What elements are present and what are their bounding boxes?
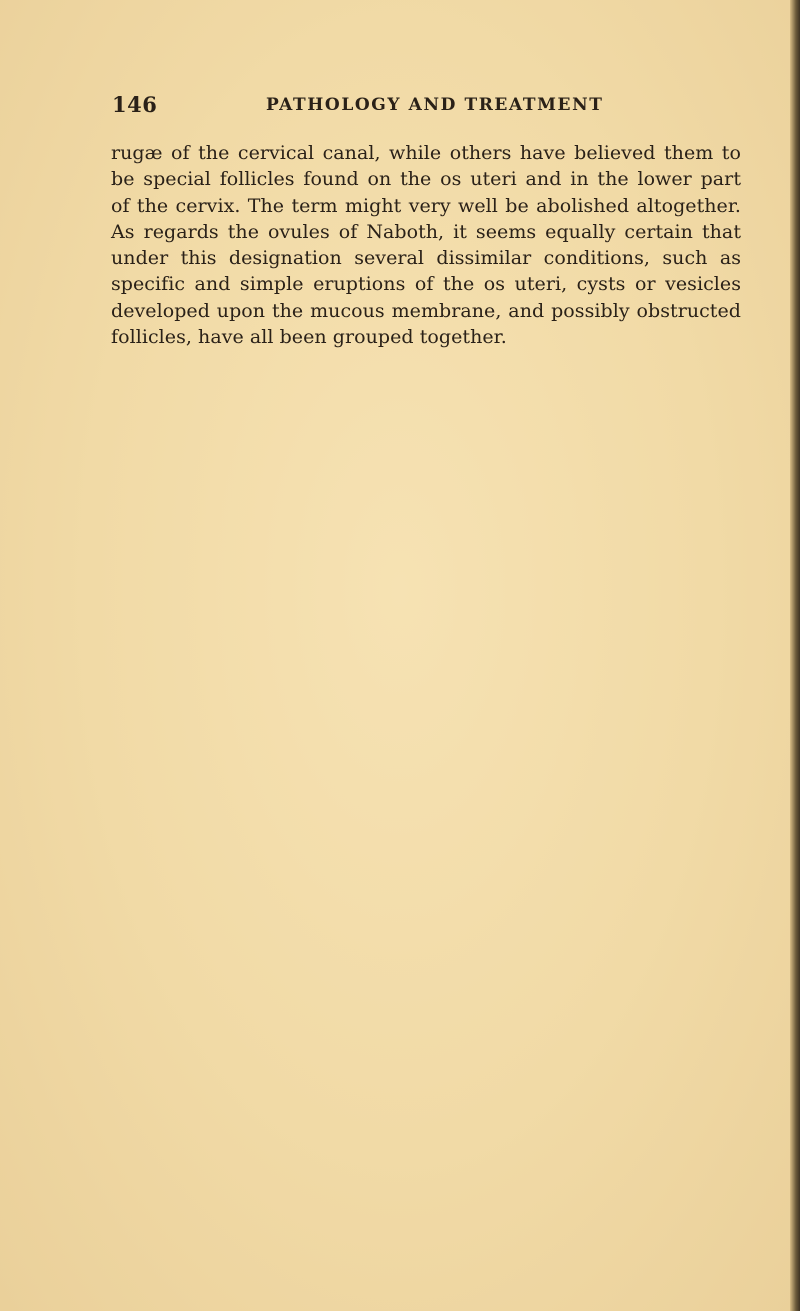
text-line: of the cervix. The term might very well be abolished altogether.: [111, 194, 741, 217]
text-line: rugæ of the cervical canal, while others have believed them to: [111, 142, 741, 164]
text-line: developed upon the mucous membrane, and possibly obstructed: [111, 299, 741, 322]
text-line: follicles, have all been grouped together.: [111, 326, 507, 349]
page-number: 146: [112, 92, 158, 117]
page-header: [108, 92, 733, 122]
running-head: PATHOLOGY AND TREATMENT: [266, 95, 604, 115]
body-paragraph: [111, 140, 741, 350]
text-line: be special follicles found on the os uteri and in the lower part: [111, 168, 741, 191]
text-line: As regards the ovules of Naboth, it seems equally certain that: [111, 220, 741, 243]
text-line: under this designation several dissimilar conditions, such as: [111, 247, 741, 270]
text-line: specific and simple eruptions of the os uteri, cysts or vesicles: [111, 273, 741, 296]
page-edge-shadow: [790, 0, 800, 1311]
